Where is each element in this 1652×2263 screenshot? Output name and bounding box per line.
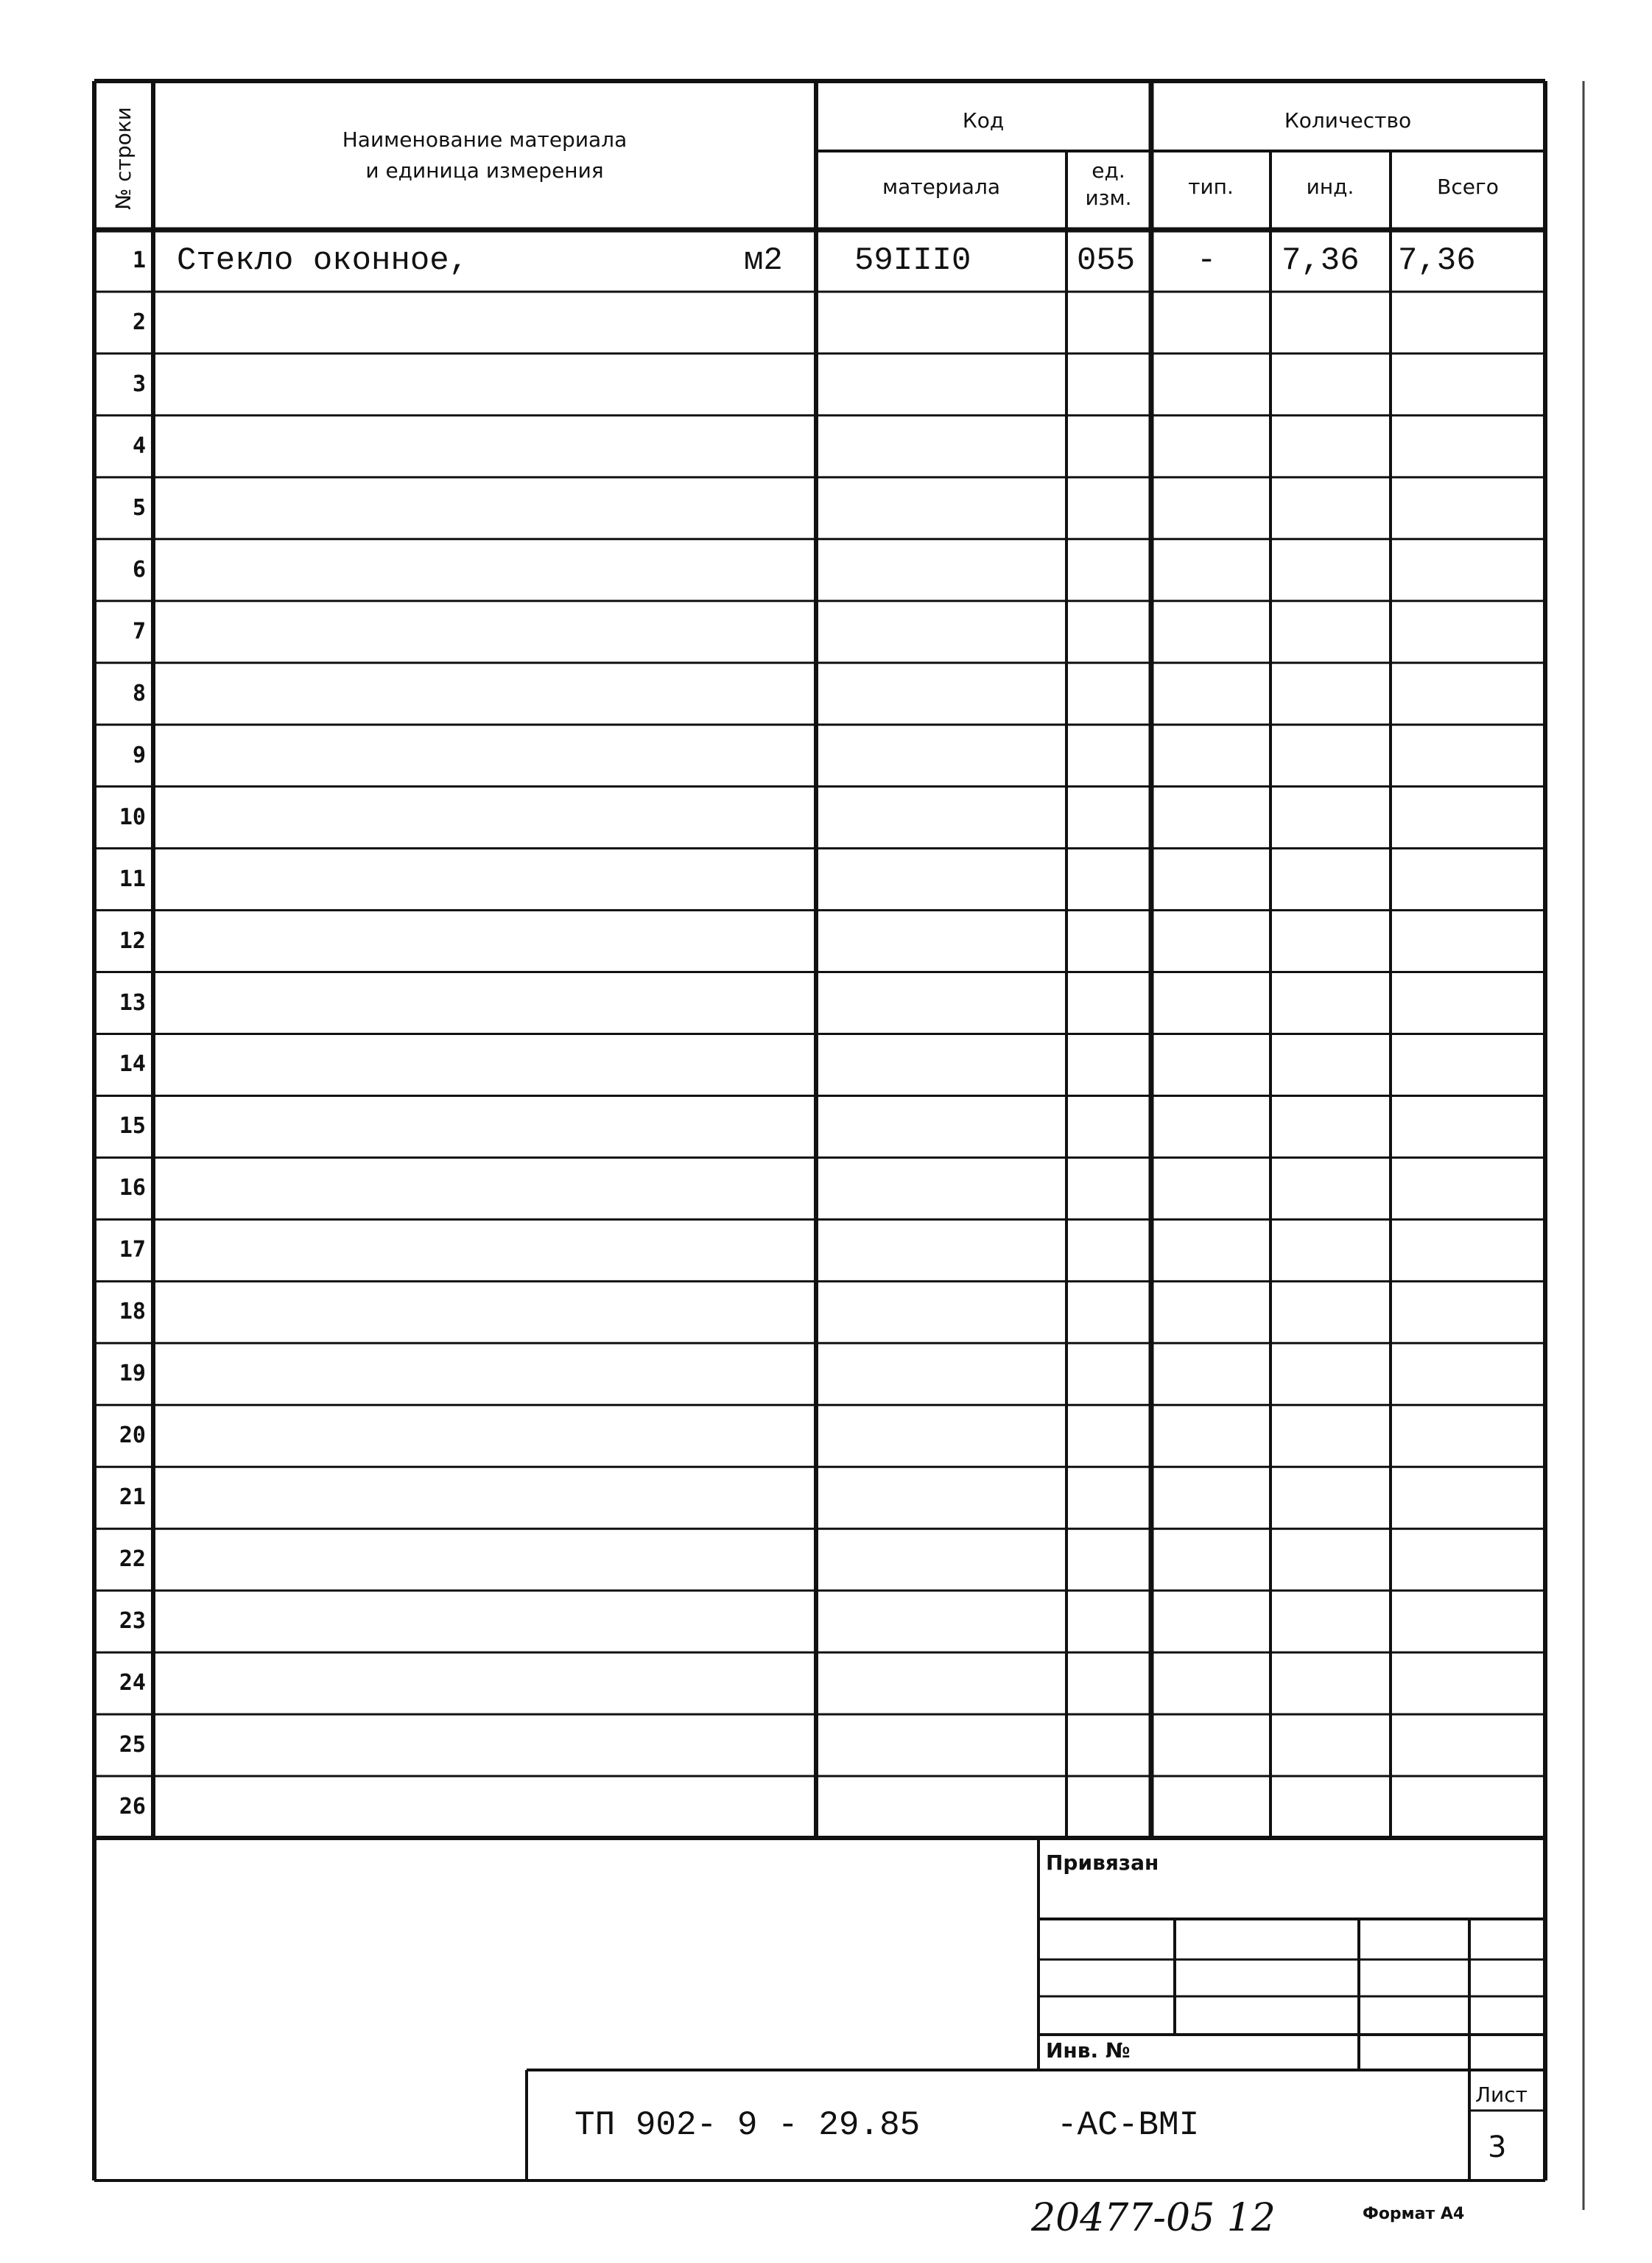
row-number: 15: [119, 1113, 146, 1140]
table-row: [0, 911, 1652, 972]
linked-label: Привязан: [1046, 1850, 1159, 1875]
row-number: 22: [119, 1546, 146, 1573]
total-header: Всего: [1437, 175, 1499, 199]
table-row: [0, 1776, 1652, 1838]
individual-header: инд.: [1306, 175, 1354, 199]
material-name-cell: Стекло оконное,: [177, 242, 469, 279]
row-number: 25: [119, 1732, 146, 1758]
total-quantity-cell: 7,36: [1398, 242, 1476, 279]
table-row: [0, 1095, 1652, 1157]
row-number: 7: [132, 618, 146, 645]
row-number: 23: [119, 1608, 146, 1635]
table-row: [0, 849, 1652, 911]
row-number: 3: [132, 371, 146, 397]
sheet-label: Лист: [1475, 2083, 1528, 2107]
table-row: [0, 292, 1652, 354]
row-number: 6: [132, 556, 146, 583]
format-label: Формат А4: [1363, 2205, 1465, 2223]
row-number: 21: [119, 1484, 146, 1511]
table-row: [0, 725, 1652, 787]
quantity-header: Количество: [1284, 108, 1412, 133]
table-row: [0, 1219, 1652, 1281]
row-number: 4: [132, 432, 146, 459]
table-row: [0, 477, 1652, 539]
row-number: 11: [119, 866, 146, 892]
name-header-line2: и единица измерения: [365, 158, 604, 183]
row-number: 8: [132, 680, 146, 706]
row-number: 16: [119, 1175, 146, 1201]
unit-cell: м2: [744, 242, 783, 279]
unit-code-header-line2: изм.: [1085, 186, 1132, 210]
table-row: [0, 1590, 1652, 1652]
table-row: [0, 1529, 1652, 1590]
row-number: 17: [119, 1237, 146, 1263]
individual-quantity-cell: 7,36: [1282, 242, 1360, 279]
table-row: [0, 415, 1652, 477]
row-number: 24: [119, 1670, 146, 1697]
stamp-number: 20477-05 12: [1031, 2196, 1276, 2240]
typical-header: тип.: [1188, 175, 1234, 199]
material-code-header: материала: [882, 175, 1001, 199]
row-number: 14: [119, 1051, 146, 1078]
table-row: [0, 1034, 1652, 1096]
unit-code-cell: 055: [1077, 242, 1136, 279]
name-header-line1: Наименование материала: [342, 127, 628, 152]
table-row: [0, 1157, 1652, 1219]
table-row: [0, 539, 1652, 601]
row-number: 26: [119, 1794, 146, 1820]
table-row: [0, 972, 1652, 1034]
table-row: [0, 1652, 1652, 1714]
table-row: [0, 230, 1652, 292]
row-number: 12: [119, 927, 146, 954]
sheet-number: 3: [1488, 2130, 1507, 2164]
table-row: [0, 1467, 1652, 1529]
row-number: 19: [119, 1361, 146, 1387]
row-number: 20: [119, 1422, 146, 1449]
row-number: 13: [119, 989, 146, 1016]
table-row: [0, 1281, 1652, 1343]
table-row: [0, 787, 1652, 849]
table-row: [0, 663, 1652, 725]
table-row: [0, 1714, 1652, 1776]
document-code: ТП 902- 9 - 29.85: [574, 2106, 921, 2144]
table-row: [0, 601, 1652, 663]
code-header: Код: [962, 108, 1005, 133]
row-number: 1: [132, 247, 146, 273]
row-number-header: № строки: [111, 107, 136, 210]
row-number: 2: [132, 309, 146, 335]
document-suffix: -АС-ВМI: [1057, 2106, 1200, 2144]
table-row: [0, 1343, 1652, 1405]
unit-code-header-line1: ед.: [1092, 158, 1125, 183]
row-number: 5: [132, 494, 146, 521]
table-row: [0, 1405, 1652, 1467]
inventory-number-label: Инв. №: [1046, 2038, 1131, 2063]
row-number: 18: [119, 1299, 146, 1325]
typical-quantity-cell: -: [1197, 242, 1217, 279]
table-row: [0, 354, 1652, 415]
row-number: 9: [132, 742, 146, 768]
row-number: 10: [119, 804, 146, 830]
material-code-cell: 59III0: [854, 242, 971, 279]
